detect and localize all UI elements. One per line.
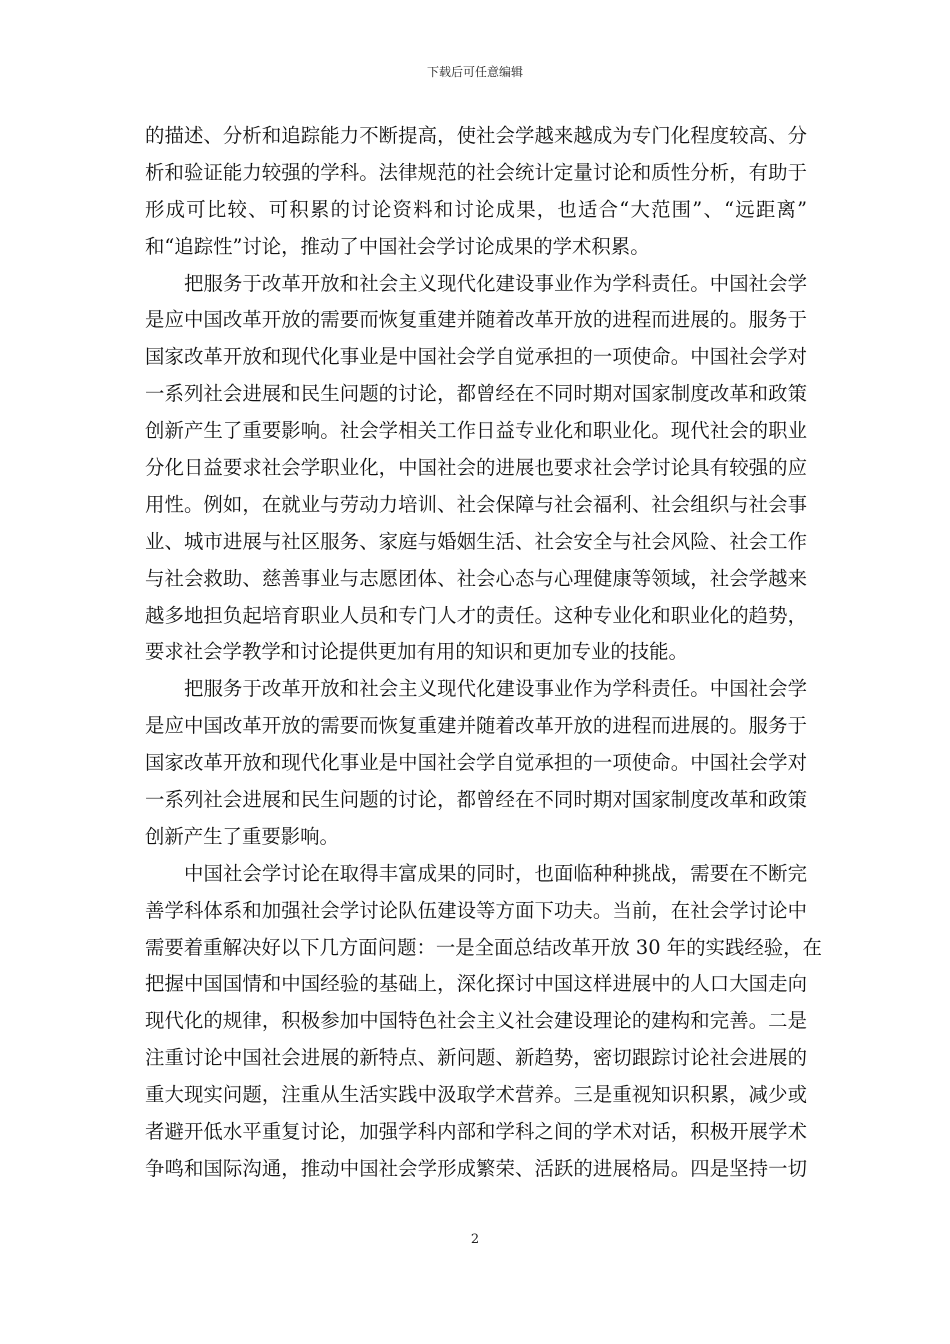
text-line: 越多地担负起培育职业人员和专门人才的责任。这种专业化和职业化的趋势， xyxy=(145,603,807,627)
text-line: 和“追踪性”讨论，推动了中国社会学讨论成果的学术积累。 xyxy=(145,234,650,258)
paragraph xyxy=(145,671,807,855)
text-line: 是应中国改革开放的需要而恢复重建并随着改革开放的进程而进展的。服务于 xyxy=(145,308,807,332)
text-line: 一系列社会进展和民生问题的讨论，都曾经在不同时期对国家制度改革和政策 xyxy=(145,788,807,812)
text-line: 重大现实问题，注重从生活实践中汲取学术营养。三是重视知识积累，减少或 xyxy=(145,1083,807,1107)
paragraph xyxy=(145,118,807,266)
page-number: 2 xyxy=(470,1232,480,1247)
text-line: 国家改革开放和现代化事业是中国社会学自觉承担的一项使命。中国社会学对 xyxy=(145,751,807,775)
text-line: 形成可比较、可积累的讨论资料和讨论成果，也适合“大范围”、“远距离” xyxy=(145,197,807,221)
text-line: 要求社会学教学和讨论提供更加有用的知识和更加专业的技能。 xyxy=(145,640,688,664)
page-header: 下载后可任意编辑 xyxy=(426,65,523,79)
text-line: 是应中国改革开放的需要而恢复重建并随着改革开放的进程而进展的。服务于 xyxy=(145,714,807,738)
paragraph xyxy=(145,856,822,1188)
text-line: 善学科体系和加强社会学讨论队伍建设等方面下功夫。当前，在社会学讨论中 xyxy=(145,898,807,922)
text-line: 注重讨论中国社会进展的新特点、新问题、新趋势，密切跟踪讨论社会进展的 xyxy=(145,1046,807,1070)
text-line: 把服务于改革开放和社会主义现代化建设事业作为学科责任。中国社会学 xyxy=(184,271,807,295)
text-line: 分化日益要求社会学职业化，中国社会的进展也要求社会学讨论具有较强的应 xyxy=(145,456,807,480)
text-line: 用性。例如，在就业与劳动力培训、社会保障与社会福利、社会组织与社会事 xyxy=(145,492,807,516)
text-line: 业、城市进展与社区服务、家庭与婚姻生活、社会安全与社会风险、社会工作 xyxy=(145,529,807,553)
text-line: 析和验证能力较强的学科。法律规范的社会统计定量讨论和质性分析，有助于 xyxy=(145,160,807,184)
text-line: 国家改革开放和现代化事业是中国社会学自觉承担的一项使命。中国社会学对 xyxy=(145,345,807,369)
text-line: 创新产生了重要影响。社会学相关工作日益专业化和职业化。现代社会的职业 xyxy=(145,419,807,443)
text-line: 的描述、分析和追踪能力不断提高，使社会学越来越成为专门化程度较高、分 xyxy=(145,124,807,147)
text-line: 与社会救助、慈善事业与志愿团体、社会心态与心理健康等领域，社会学越来 xyxy=(145,566,807,590)
text-line: 一系列社会进展和民生问题的讨论，都曾经在不同时期对国家制度改革和政策 xyxy=(145,382,807,406)
text-line: 创新产生了重要影响。 xyxy=(145,824,339,848)
text-line: 把服务于改革开放和社会主义现代化建设事业作为学科责任。中国社会学 xyxy=(184,677,807,701)
text-line: 现代化的规律，积极参加中国特色社会主义社会建设理论的建构和完善。二是 xyxy=(145,1009,807,1033)
text-line: 把握中国国情和中国经验的基础上，深化探讨中国这样进展中的人口大国走向 xyxy=(145,972,807,996)
text-line: 争鸣和国际沟通，推动中国社会学形成繁荣、活跃的进展格局。四是坚持一切 xyxy=(145,1156,807,1180)
text-line: 需要着重解决好以下几方面问题：一是全面总结改革开放 30 年的实践经验，在 xyxy=(145,935,822,959)
text-line: 者避开低水平重复讨论，加强学科内部和学科之间的学术对话，积极开展学术 xyxy=(145,1120,807,1144)
text-line: 中国社会学讨论在取得丰富成果的同时，也面临种种挑战，需要在不断完 xyxy=(184,861,807,885)
document-body xyxy=(145,118,822,1188)
paragraph xyxy=(145,266,807,672)
